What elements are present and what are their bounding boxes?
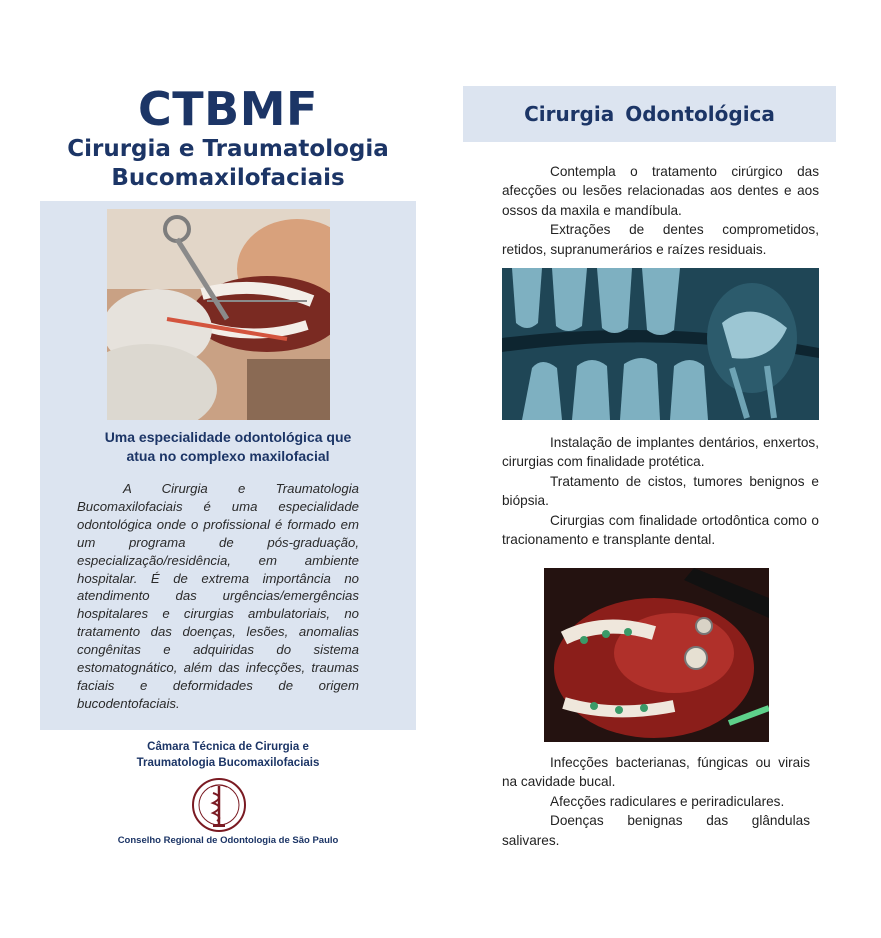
tagline (60, 428, 396, 466)
paragraph: Contempla o tratamento cirúrgico das afecções ou lesões relacionadas aos dentes e aos ossos da maxila e mandíbula. (502, 164, 819, 218)
tagline-line-2: atua no complexo maxilofacial (126, 448, 330, 464)
subtitle-line-2: Bucomaxilofaciais (111, 165, 345, 191)
paragraph: Extrações de dentes comprometidos, retidos, supranumerários e raízes residuais. (502, 222, 819, 257)
conselho-label: Conselho Regional de Odontologia de São Paulo (117, 835, 339, 846)
camara-tecnica-label (40, 739, 416, 771)
page-subtitle (40, 135, 416, 193)
intro-paragraph (77, 480, 359, 713)
dental-procedure-photo (107, 209, 330, 420)
page-title: CTBMF (138, 82, 318, 136)
paragraph: Instalação de implantes dentários, enxertos, cirurgias com finalidade protética. (502, 435, 819, 470)
text-block-2 (502, 433, 819, 549)
paragraph: Cirurgias com finalidade ortodôntica como o tracionamento e transplante dental. (502, 512, 819, 548)
text-block-1 (502, 162, 819, 259)
dental-xray-image (502, 268, 819, 420)
section-header: Cirurgia Odontológica (463, 86, 836, 142)
paragraph: Afecções radiculares e periradiculares. (550, 793, 785, 809)
cro-seal-logo (191, 777, 247, 833)
camara-line-1: Câmara Técnica de Cirurgia e (147, 741, 309, 753)
paragraph: Tratamento de cistos, tumores benignos e biópsia. (502, 473, 819, 509)
intro-text: A Cirurgia e Traumatologia Bucomaxilofaciais é uma especialidade odontológica onde o profissional é formado em um programa de pós-graduação, especialização/residência, em ambiente hospitalar. É de extrema importância no atendimento das urgências/emergências hospitalares e cirurgias ambulatoriais, no tratamento das doenças, lesões, anomalias congênitas e adquiridas do sistema estomatognático, além das infecções, traumas faciais e deformidades de origem bucodentofaciais. (77, 481, 359, 711)
tagline-line-1: Uma especialidade odontológica que (104, 429, 352, 445)
subtitle-line-1: Cirurgia e Traumatologia (67, 136, 389, 162)
paragraph: Infecções bacterianas, fúngicas ou virais na cavidade bucal. (502, 755, 810, 790)
camara-line-2: Traumatologia Bucomaxilofaciais (136, 757, 320, 769)
paragraph: Doenças benignas das glândulas salivares. (502, 813, 810, 848)
text-block-3 (502, 753, 810, 850)
surgical-implant-photo (544, 568, 769, 742)
